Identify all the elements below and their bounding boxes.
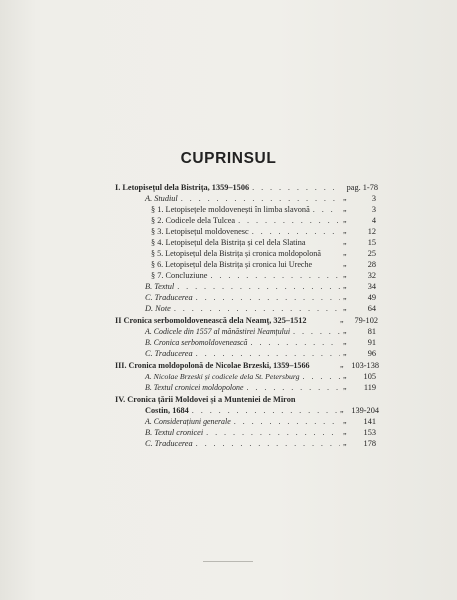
dot-leader (313, 204, 340, 215)
toc-entry-title: D. Note (145, 304, 171, 313)
toc-entry-title: C. Traducerea (145, 293, 193, 302)
ditto-mark: „ (343, 248, 347, 257)
toc-entry-page: 96 (367, 349, 376, 358)
toc-entry-title: B. Cronica serbomoldovenească (145, 338, 248, 347)
toc-entry-page: 81 (367, 327, 376, 336)
ditto-mark: „ (343, 303, 347, 312)
toc-entry (151, 237, 343, 248)
toc-entry-title: A. Nicolae Brzeski și codicele dela St. Petersburg (145, 372, 300, 381)
toc-entry-title: B. Textul (145, 282, 175, 291)
toc-entry (145, 326, 343, 337)
ditto-mark: „ (343, 382, 347, 391)
toc-entry (145, 382, 343, 393)
toc-entry-page: 3 (371, 194, 376, 203)
toc-entry-title: A. Considerațiuni generale (145, 417, 231, 426)
toc-entry-page: 119 (363, 383, 376, 392)
toc-entry-title: I. Letopisețul dela Bistrița, 1359–1506 (115, 183, 250, 192)
toc-entry (145, 438, 343, 449)
toc-entry (145, 281, 343, 292)
dot-leader (251, 337, 341, 348)
toc-entry (151, 215, 343, 226)
toc-entry-title: B. Textul cronicei (145, 428, 204, 437)
toc-entry-title: § 2. Codicele dela Tulcea (151, 216, 236, 225)
dot-leader (174, 303, 340, 314)
ditto-mark: „ (343, 193, 347, 202)
ditto-mark: „ (340, 405, 344, 414)
dot-leader (192, 405, 337, 416)
toc-entry (145, 427, 343, 438)
toc-entry (151, 259, 343, 270)
toc-entry-page: 28 (367, 260, 376, 269)
toc-entry-title: III. Cronica moldopolonă de Nicolae Brzeski, 1359–1566 (115, 361, 310, 370)
ditto-mark: „ (343, 292, 347, 301)
toc-entry-page: 3 (371, 205, 376, 214)
toc-entry-title: A. Studiul (145, 194, 178, 203)
ditto-mark: „ (343, 416, 347, 425)
toc-entry-part-4 (115, 394, 380, 405)
toc-entry (151, 226, 343, 237)
dot-leader (196, 292, 340, 303)
toc-entry (145, 348, 343, 359)
toc-entry-title: II Cronica serbomoldovenească dela Neamț, 325–1512 (115, 316, 307, 325)
toc-entry-part-1 (115, 182, 337, 193)
toc-entry-page: 79-102 (354, 316, 378, 325)
dot-leader (196, 438, 340, 449)
ditto-mark: „ (343, 371, 347, 380)
toc-entry-page: 4 (371, 216, 376, 225)
toc-entry-page: 32 (367, 271, 376, 280)
toc-entry-part-3 (115, 360, 342, 371)
ditto-mark: „ (340, 315, 344, 324)
toc-entry-title: C. Traducerea (145, 439, 193, 448)
page-title: CUPRINSUL (180, 150, 277, 167)
ditto-mark: „ (343, 281, 347, 290)
ditto-mark: „ (343, 438, 347, 447)
toc-entry-page: 12 (367, 227, 376, 236)
toc-entry-page: 178 (363, 439, 376, 448)
dot-leader (293, 326, 340, 337)
dot-leader (196, 348, 340, 359)
toc-entry-page: pag. 1-78 (346, 183, 378, 192)
toc-entry-title: § 1. Letopisețele moldovenești în limba slavonă (151, 205, 310, 214)
toc-entry-page: 103-138 (351, 361, 379, 370)
toc-entry (151, 248, 343, 259)
dot-leader (181, 193, 340, 204)
toc-entry-title: IV. Cronica țării Moldovei și a Munteniei de Miron (115, 395, 296, 404)
toc-entry-page: 141 (363, 417, 376, 426)
toc-entry-page: 139-204 (351, 406, 379, 415)
dot-leader (238, 215, 340, 226)
ditto-mark: „ (343, 427, 347, 436)
dot-leader (252, 182, 334, 193)
ditto-mark: „ (340, 360, 344, 369)
toc-entry (145, 371, 343, 382)
toc-entry-title: § 7. Concluziune (151, 271, 208, 280)
toc-entry-title: B. Textul cronicei moldopolone (145, 383, 244, 392)
toc-entry-part-4-continued (145, 405, 340, 416)
toc-entry-page: 91 (367, 338, 376, 347)
dot-leader (246, 382, 340, 393)
toc-entry-page: 34 (367, 282, 376, 291)
toc-entry-page: 64 (367, 304, 376, 313)
toc-entry (151, 204, 343, 215)
ditto-mark: „ (343, 226, 347, 235)
ditto-mark: „ (343, 348, 347, 357)
toc-entry-part-2 (115, 315, 340, 326)
toc-entry-title: § 4. Letopisețul dela Bistrița și cel dela Slatina (151, 238, 306, 247)
toc-entry-page: 49 (367, 293, 376, 302)
toc-entry-title: § 6. Letopisețul dela Bistrița și cronica lui Ureche (151, 260, 313, 269)
bottom-divider (203, 561, 253, 562)
dot-leader (177, 281, 340, 292)
toc-entry-title: C. Traducerea (145, 349, 193, 358)
toc-entry-page: 15 (367, 238, 376, 247)
dot-leader (252, 226, 340, 237)
ditto-mark: „ (343, 270, 347, 279)
toc-entry-title: § 5. Letopisețul dela Bistrița și cronica moldopolonă (151, 249, 321, 258)
ditto-mark: „ (343, 215, 347, 224)
dot-leader (206, 427, 340, 438)
toc-entry-page: 105 (363, 372, 376, 381)
toc-entry-page: 25 (367, 249, 376, 258)
toc-entry (145, 303, 343, 314)
toc-entry-page: 153 (363, 428, 376, 437)
toc-entry (145, 337, 343, 348)
toc-entry-title: A. Codicele din 1557 al mănăstirei Neamțului (145, 327, 291, 336)
toc-entry-title: § 3. Letopisețul moldovenesc (151, 227, 249, 236)
toc-entry (145, 416, 343, 427)
ditto-mark: „ (343, 326, 347, 335)
dot-leader (234, 416, 340, 427)
toc-entry (145, 193, 343, 204)
ditto-mark: „ (343, 259, 347, 268)
toc-entry-title: Costin, 1684 (145, 406, 189, 415)
ditto-mark: „ (343, 337, 347, 346)
toc-entry (151, 270, 343, 281)
dot-leader (210, 270, 340, 281)
toc-entry (145, 292, 343, 303)
dot-leader (303, 371, 340, 382)
ditto-mark: „ (343, 237, 347, 246)
ditto-mark: „ (343, 204, 347, 213)
